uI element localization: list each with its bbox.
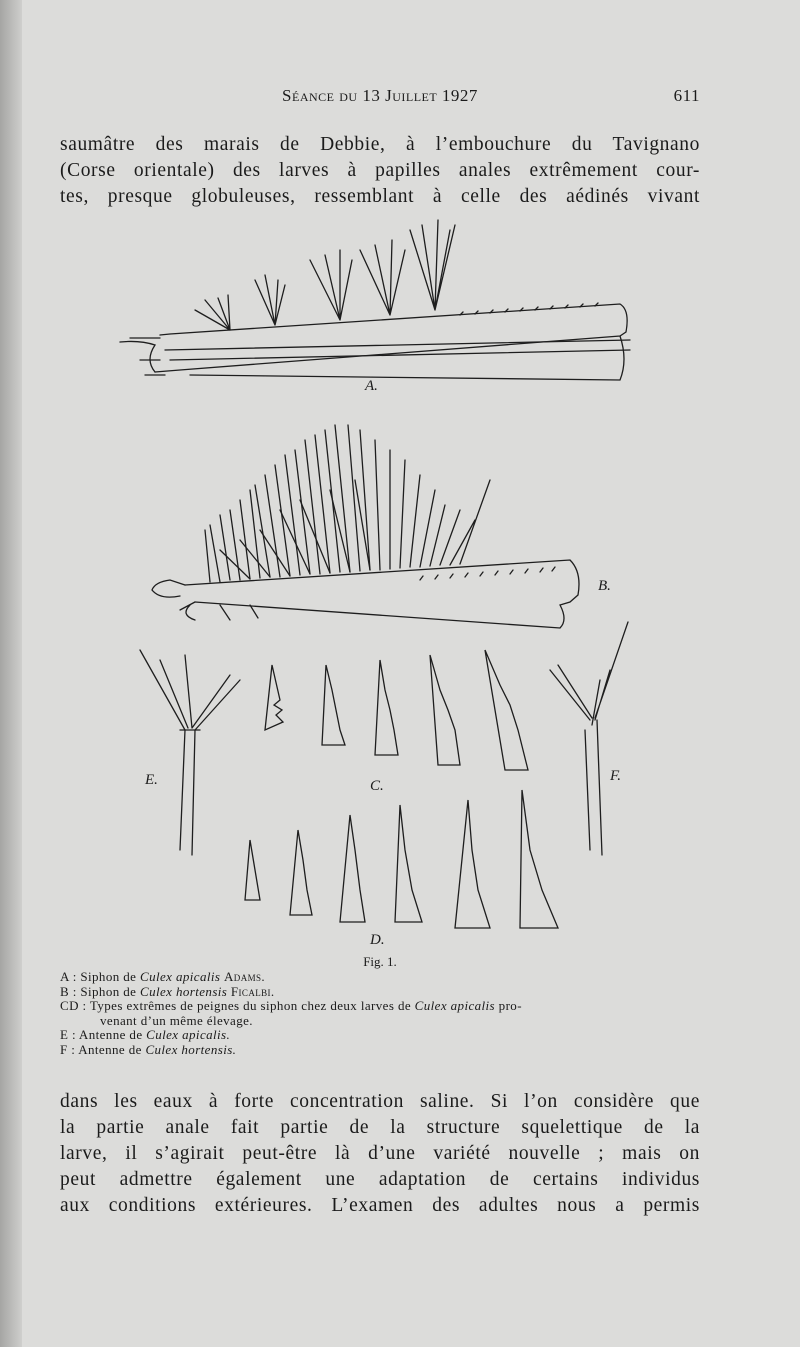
paragraph-bottom bbox=[60, 1089, 700, 1219]
comb-teeth-c-drawing bbox=[265, 650, 528, 770]
text-line: la partie anale fait partie de la structure squelettique de la bbox=[60, 1117, 700, 1138]
text-line: saumâtre des marais de Debbie, à l’embouchure du Tavignano bbox=[60, 134, 700, 155]
legend-author: Ficalbi. bbox=[230, 983, 275, 999]
figure-caption: Fig. 1. bbox=[363, 954, 397, 969]
text-line: dans les eaux à forte concentration saline. Si l’on considère que bbox=[60, 1091, 700, 1112]
legend-row-cd bbox=[60, 999, 700, 1014]
legend-author: Adams. bbox=[224, 969, 266, 984]
running-head-title: Séance du 13 Juillet 1927 bbox=[282, 86, 478, 105]
legend-text: F : Antenne de bbox=[60, 1041, 146, 1057]
legend-row-a bbox=[60, 970, 700, 985]
legend-species: Culex apicalis bbox=[414, 998, 496, 1013]
siphon-b-drawing bbox=[152, 425, 579, 628]
legend-text: B : Siphon de bbox=[60, 983, 140, 999]
text-line: aux conditions extérieures. L’examen des adultes nous a permis bbox=[60, 1195, 700, 1216]
figure-label-c: C. bbox=[370, 778, 384, 794]
page-number: 611 bbox=[673, 86, 700, 105]
legend-species: Culex hortensis. bbox=[145, 1041, 237, 1057]
legend-row-b bbox=[60, 985, 700, 1000]
legend-text: E : Antenne de bbox=[60, 1027, 147, 1042]
siphon-a-drawing bbox=[120, 220, 630, 380]
text-line: tes, presque globuleuses, ressemblant à celle des aédinés vivant bbox=[60, 186, 700, 207]
figure-label-d: D. bbox=[370, 932, 385, 948]
legend-row-cd-continued: venant d’un même élevage. bbox=[100, 1012, 253, 1028]
running-head bbox=[60, 86, 700, 110]
legend-text: CD : Types extrêmes de peignes du siphon chez deux larves de bbox=[60, 998, 415, 1013]
text-line: (Corse orientale) des larves à papilles anales extrêmement cour- bbox=[60, 160, 700, 181]
text-line: larve, il s’agirait peut-être là d’une variété nouvelle ; mais on bbox=[60, 1143, 700, 1164]
antenna-f-drawing bbox=[550, 622, 628, 855]
text-line: peut admettre également une adaptation de certains individus bbox=[60, 1169, 700, 1190]
comb-teeth-d-drawing bbox=[245, 790, 558, 928]
figure-drawings bbox=[100, 210, 660, 960]
legend-text: A : Siphon de bbox=[60, 969, 140, 984]
legend-species: Culex hortensis bbox=[140, 983, 228, 999]
legend-row-f bbox=[60, 1043, 700, 1058]
legend-text: pro- bbox=[495, 998, 522, 1013]
figure-label-f: F. bbox=[610, 768, 621, 784]
figure-label-b: B. bbox=[598, 578, 611, 594]
figure-label-a: A. bbox=[365, 378, 378, 394]
figure-legend bbox=[60, 970, 700, 1057]
legend-species: Culex apicalis. bbox=[146, 1027, 231, 1042]
legend-species: Culex apicalis bbox=[140, 969, 221, 984]
figure-label-e: E. bbox=[145, 772, 158, 788]
paragraph-top bbox=[60, 132, 700, 210]
antenna-e-drawing bbox=[140, 650, 240, 855]
legend-row-e bbox=[60, 1028, 700, 1043]
